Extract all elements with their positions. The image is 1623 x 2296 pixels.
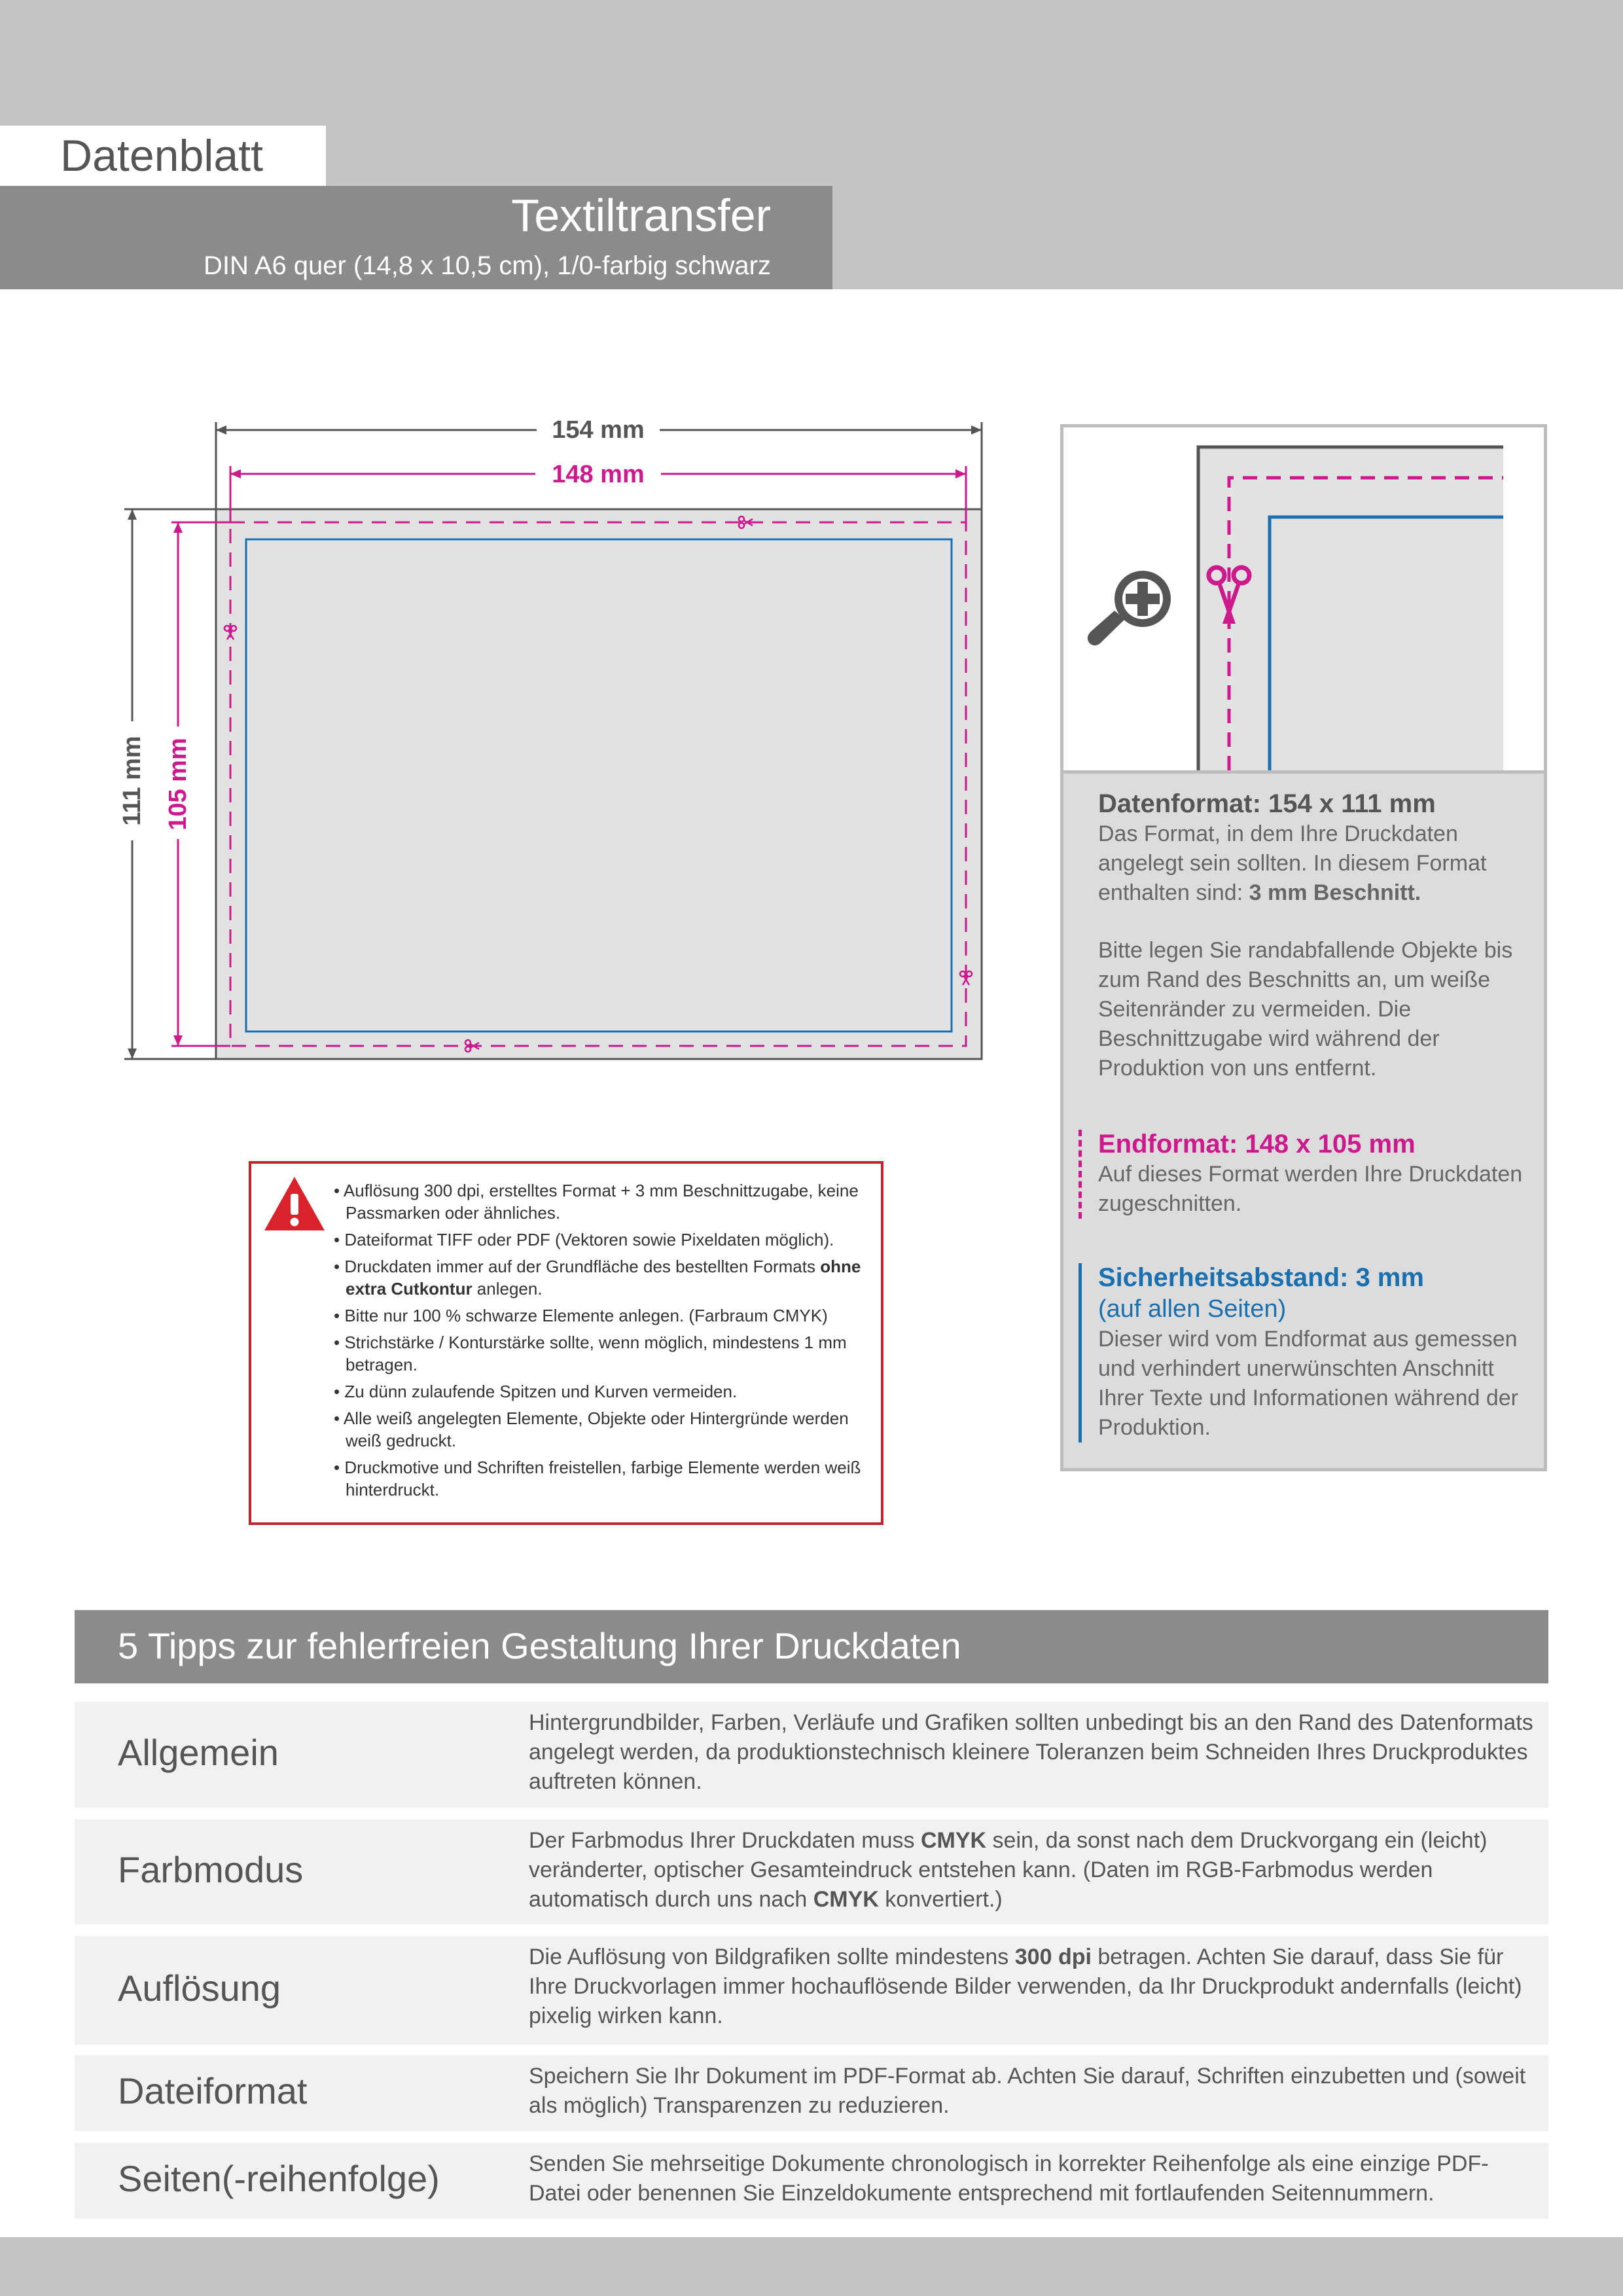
text-segment: konvertiert.)	[878, 1887, 1003, 1912]
end-format-info	[1098, 1128, 1543, 1219]
tip-label: Seiten(-reihenfolge)	[118, 2158, 440, 2199]
warning-list	[334, 1179, 877, 1505]
bleed-note: Bitte legen Sie randabfallende Objekte bis zum Rand des Beschnitts an, um weiße Seitenränder zu vermeiden. Die Beschnittzugabe wird während der Produktion von uns entfernt.	[1098, 938, 1513, 1081]
warning-item	[334, 1407, 877, 1452]
tip-text	[529, 2062, 1537, 2121]
tip-label: Auflösung	[118, 1967, 281, 2009]
tip-text	[529, 1826, 1537, 1914]
height-end-label: 105 mm	[164, 738, 192, 831]
zoom-format-fill	[1198, 447, 1503, 770]
end-format-heading: Endformat: 148 x 105 mm	[1098, 1130, 1416, 1158]
emphasis-text: CMYK	[813, 1887, 879, 1912]
tip-text	[529, 1708, 1537, 1797]
tips-title: 5 Tipps zur fehlerfreien Gestaltung Ihrer Druckdaten	[118, 1625, 961, 1666]
zoom-detail-graphic	[1063, 427, 1544, 770]
safety-heading: Sicherheitsabstand: 3 mm	[1098, 1263, 1424, 1292]
end-format-marker	[1079, 1130, 1082, 1219]
product-subtitle: DIN A6 quer (14,8 x 10,5 cm), 1/0-farbig schwarz	[203, 251, 771, 280]
text-segment: Die Auflösung von Bildgrafiken sollte mindestens	[529, 1945, 1015, 1969]
tip-text	[529, 1943, 1537, 2031]
arrowhead	[128, 509, 137, 520]
tip-row	[75, 1702, 1548, 1808]
safety-subheading: (auf allen Seiten)	[1098, 1295, 1287, 1323]
arrowhead	[128, 1049, 137, 1059]
text-segment: Hintergrundbilder, Farben, Verläufe und Grafiken sollten unbedingt bis an den Rand des Datenformats angelegt werden, da produktionstechnisch kleinere Toleranzen beim Schneiden Ihres Druckproduktes auftreten können.	[529, 1710, 1533, 1794]
width-data-label: 154 mm	[552, 416, 645, 444]
data-format-text	[1098, 819, 1543, 908]
data-format-heading: Datenformat: 154 x 111 mm	[1098, 789, 1436, 818]
emphasis-text: CMYK	[920, 1828, 987, 1853]
text-segment: anlegen.	[472, 1279, 543, 1299]
text-segment: Senden Sie mehrseitige Dokumente chronologisch in korrekter Reihenfolge als eine einzige PDF-Datei oder benennen Sie Einzeldokumente entsprechend mit fortlaufenden Seitennummern.	[529, 2151, 1489, 2206]
safety-marker	[1079, 1263, 1082, 1443]
text-segment: Zu dünn zulaufende Spitzen und Kurven vermeiden.	[344, 1382, 738, 1401]
doc-label: Datenblatt	[60, 131, 263, 181]
text-segment: Speichern Sie Ihr Dokument im PDF-Format ab. Achten Sie darauf, Schriften einzubetten und (soweit als möglich) Transparenzen zu reduzieren.	[529, 2064, 1526, 2118]
arrowhead	[173, 522, 183, 533]
footer-band	[0, 2237, 1623, 2296]
zoom-detail	[1063, 427, 1544, 774]
tip-row	[75, 1936, 1548, 2045]
tip-row	[75, 2055, 1548, 2131]
width-end-label: 148 mm	[552, 461, 645, 488]
tip-label: Farbmodus	[118, 1849, 304, 1890]
warning-item	[334, 1179, 877, 1224]
warning-item	[334, 1229, 877, 1251]
product-title: Textiltransfer	[511, 190, 771, 241]
data-format-info	[1098, 788, 1543, 908]
emphasis-text: 3 mm Beschnitt.	[1249, 880, 1421, 905]
warning-item	[334, 1304, 877, 1327]
text-segment: betragen. Achten Sie darauf, dass Sie für Ihre Druckvorlagen immer hochauflösende Bilder verwenden, da Ihr Druckprodukt andernfalls (leicht) pixelig wirken kann.	[529, 1945, 1522, 2028]
text-segment: Bitte nur 100 % schwarze Elemente anlegen. (Farbraum CMYK)	[344, 1306, 828, 1325]
text-segment: Druckmotive und Schriften freistellen, farbige Elemente werden weiß hinterdruckt.	[344, 1458, 861, 1499]
text-segment: Druckdaten immer auf der Grundfläche des bestellten Formats	[344, 1257, 821, 1276]
text-segment: Der Farbmodus Ihrer Druckdaten muss	[529, 1828, 921, 1853]
text-segment: sein, da sonst nach dem Druckvorgang ein (leicht) veränderter, optischer Gesamteindruck entstehen kann. (Daten im RGB-Farbmodus werden automatisch durch uns nach	[529, 1828, 1488, 1912]
arrowhead	[230, 469, 241, 478]
emphasis-text: 300 dpi	[1014, 1945, 1092, 1969]
tip-label: Dateiformat	[118, 2070, 308, 2111]
warning-item	[334, 1331, 877, 1376]
text-segment: Dateiformat TIFF oder PDF (Vektoren sowie Pixeldaten möglich).	[344, 1230, 834, 1249]
tip-label: Allgemein	[118, 1732, 279, 1773]
emphasis-text: ohne extra Cutkontur	[346, 1257, 861, 1299]
tip-row	[75, 1820, 1548, 1924]
text-segment: Auflösung 300 dpi, erstelltes Format + 3 mm Beschnittzugabe, keine Passmarken oder ähnliches.	[343, 1181, 859, 1223]
tip-text	[529, 2149, 1537, 2208]
arrowhead	[216, 425, 226, 435]
data-format-area	[216, 509, 982, 1059]
warning-item	[334, 1255, 877, 1300]
text-segment: Alle weiß angelegten Elemente, Objekte oder Hintergründe werden weiß gedruckt.	[343, 1408, 849, 1450]
zoom-in-icon	[1088, 571, 1171, 645]
arrowhead	[173, 1035, 183, 1046]
end-format-text: Auf dieses Format werden Ihre Druckdaten zugeschnitten.	[1098, 1162, 1523, 1216]
text-segment: Strichstärke / Konturstärke sollte, wenn möglich, mindestens 1 mm betragen.	[344, 1333, 847, 1374]
arrowhead	[971, 425, 982, 435]
text-segment: Das Format, in dem Ihre Druckdaten angelegt sein sollten. In diesem Format enthalten sind:	[1098, 821, 1487, 905]
warning-icon	[263, 1175, 326, 1232]
warning-item	[334, 1456, 877, 1501]
safety-info	[1098, 1262, 1543, 1443]
warning-item	[334, 1380, 877, 1403]
height-data-label: 111 mm	[118, 736, 146, 826]
safety-text: Dieser wird vom Endformat aus gemessen und verhindert unerwünschten Anschnitt Ihrer Texte und Informationen während der Produktion.	[1098, 1327, 1518, 1440]
arrowhead	[955, 469, 966, 478]
tip-row	[75, 2143, 1548, 2219]
